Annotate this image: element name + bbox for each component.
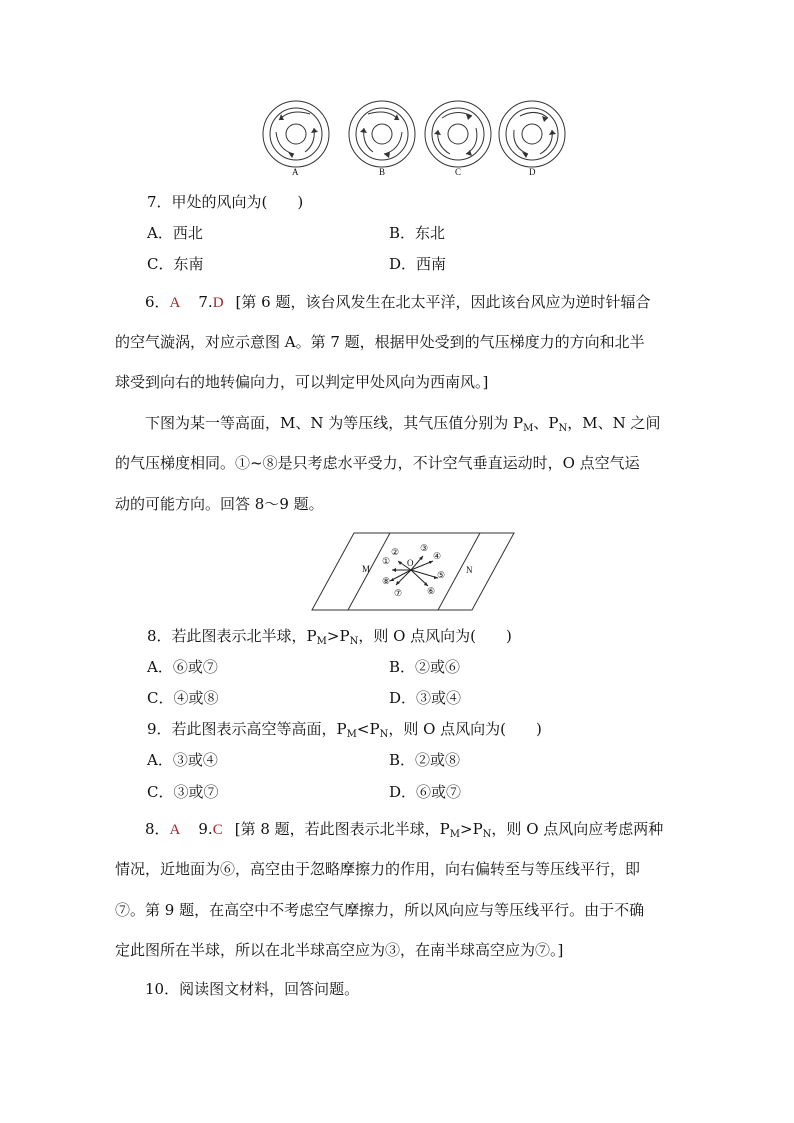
fig1-label-c: C [455, 167, 462, 177]
q8-stem [147, 625, 512, 647]
direction-1: ① [382, 556, 391, 566]
intro-text: 、P [533, 414, 559, 432]
q7-option-a: A．西北 [147, 224, 203, 242]
direction-3: ③ [420, 543, 429, 553]
direction-6: ⑥ [427, 586, 436, 596]
sub-m: M [523, 423, 534, 434]
answer-8-9-text: [第 8 题，若此图表示北半球，P [234, 820, 450, 838]
answer-6-number: 6． [145, 293, 170, 311]
answer-8-9-text: ，则 O 点风向应考虑两种 [491, 820, 664, 838]
answer-8-9-line1 [145, 818, 663, 840]
q9-option-a: A．③或④ [147, 751, 218, 769]
answer-7-key: D [212, 295, 224, 311]
q7-stem: 7．甲处的风向为( ) [147, 193, 304, 211]
q8-option-b: B．②或⑥ [389, 658, 461, 676]
point-o-label: O [407, 558, 414, 568]
q7-option-b: B．东北 [389, 224, 446, 242]
answer-8-9-line4: 定此图所在半球，所以在北半球高空应为③，在南半球高空应为⑦。] [115, 941, 564, 959]
isobar-label-n: N [466, 565, 473, 575]
direction-2: ② [391, 547, 400, 557]
q9-stem [147, 718, 542, 740]
answer-7-number: 7. [198, 293, 213, 311]
q9-option-c: C．③或⑦ [147, 783, 219, 801]
answer-6-7-line3: 球受到向右的地转偏向力，可以判定甲处风向为西南风。] [115, 373, 489, 391]
intro-text: ，M、N 之间 [567, 414, 661, 432]
q8-option-d: D．③或④ [389, 689, 462, 707]
sub-n: N [379, 729, 389, 740]
intro-line2: 的气压梯度相同。①~⑧是只考虑水平受力，不计空气垂直运动时，O 点空气运 [115, 454, 640, 472]
answer-8-number: 8． [145, 820, 170, 838]
answer-9-number: 9. [198, 820, 213, 838]
q9-text: 9．若此图表示高空等高面，P [147, 720, 347, 738]
fig1-label-b: B [379, 167, 386, 177]
q9-option-b: B．②或⑧ [389, 751, 461, 769]
sub-m: M [316, 636, 327, 647]
q8-text: 8．若此图表示北半球，P [147, 627, 317, 645]
q9-text: ，则 O 点风向为( ) [388, 720, 542, 738]
q10-stem: 10．阅读图文材料，回答问题。 [145, 980, 360, 998]
intro-line3: 动的可能方向。回答 8～9 题。 [115, 495, 324, 513]
intro-text: 下图为某一等高面，M、N 为等压线，其气压值分别为 P [145, 414, 524, 432]
sub-m: M [449, 829, 460, 840]
direction-4: ④ [433, 551, 442, 561]
q8-option-a: A．⑥或⑦ [147, 658, 218, 676]
answer-8-9-line2: 情况，近地面为⑥，高空由于忽略摩擦力的作用，向右偏转至与等压线平行，即 [115, 860, 641, 878]
direction-7: ⑦ [394, 588, 403, 598]
direction-5: ⑤ [437, 570, 446, 580]
q8-option-c: C．④或⑧ [147, 689, 219, 707]
q8-text: >P [326, 627, 350, 645]
q7-option-d: D．西南 [389, 255, 447, 273]
answer-8-key: A [169, 822, 181, 838]
answer-6-7-line2: 的空气漩涡，对应示意图 A。第 7 题，根据甲处受到的气压梯度力的方向和北半 [115, 333, 645, 351]
q8-text: ，则 O 点风向为( ) [358, 627, 512, 645]
isobar-label-m: M [362, 564, 371, 574]
q9-text: <P [356, 720, 380, 738]
answer-6-7-text: [第 6 题，该台风发生在北太平洋，因此该台风应为逆时针辐合 [235, 293, 651, 311]
sub-n: N [558, 423, 568, 434]
answer-6-key: A [169, 295, 181, 311]
direction-8: ⑧ [382, 576, 391, 586]
answer-8-9-line3: ⑦。第 9 题，在高空中不考虑空气摩擦力，所以风向应与等压线平行。由于不确 [115, 901, 645, 919]
q7-option-c: C．东南 [147, 255, 204, 273]
q9-option-d: D．⑥或⑦ [389, 783, 462, 801]
sub-n: N [349, 636, 359, 647]
sub-m: M [346, 729, 357, 740]
answer-8-9-text: >P [460, 820, 483, 838]
sub-n: N [482, 829, 492, 840]
fig1-label-d: D [529, 167, 536, 177]
answer-9-key: C [212, 822, 223, 838]
fig1-label-a: A [292, 167, 299, 177]
